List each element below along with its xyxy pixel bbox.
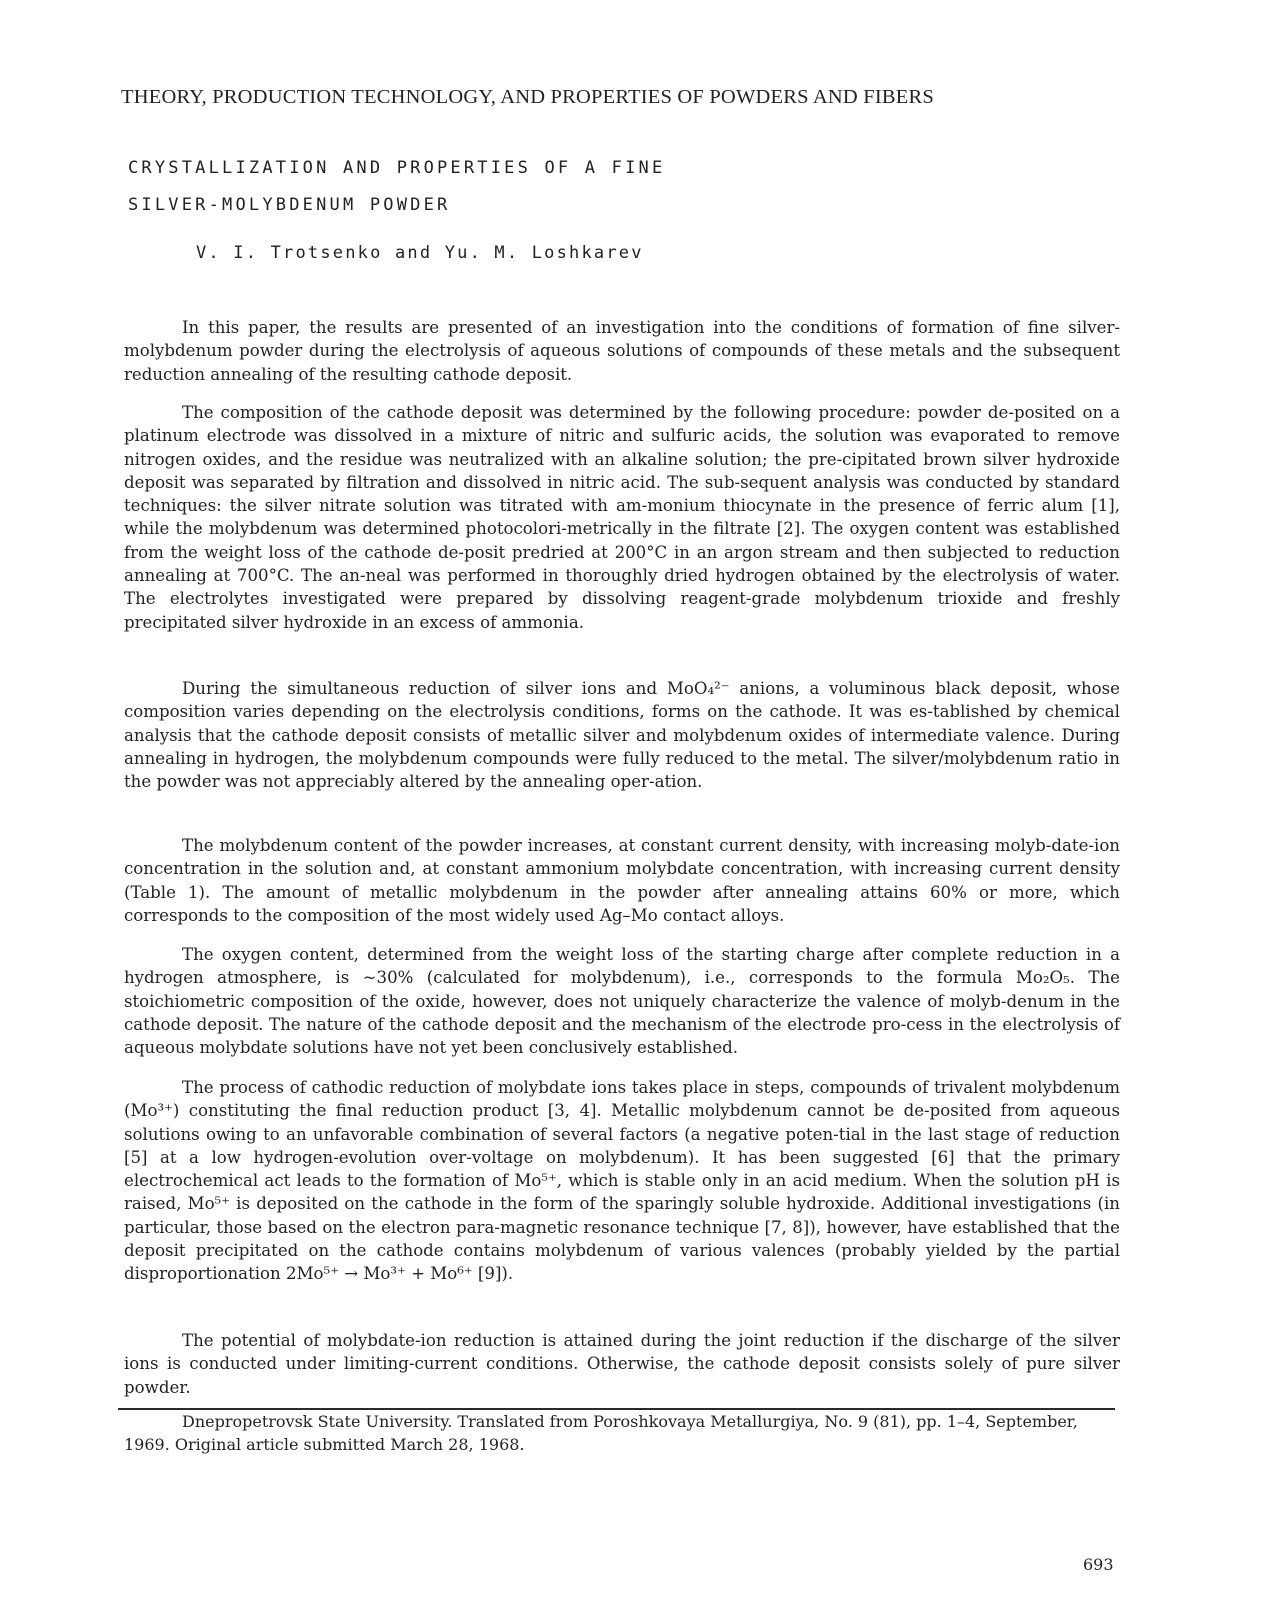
article-authors: V. I. Trotsenko and Yu. M. Loshkarev — [196, 243, 644, 263]
body-paragraph-6: The process of cathodic reduction of molybdate ions takes place in steps, compounds of trivalent molybdenum (Mo³⁺) constituting the final reduction product [3, 4]. Metallic molybdenum cannot be de-posited from aqueous solutions owing to an unfavorable combination of several factors (a negative poten-tial in the last stage of reduction [5] at a low hydrogen-evolution over-voltage on molybdenum). It has been suggested [6] that the primary electrochemical act leads to the formation of Mo⁵⁺, which is stable only in an acid medium. When the solution pH is raised, Mo⁵⁺ is deposited on the cathode in the form of the sparingly soluble hydroxide. Additional investigations (in particular, those based on the electron para-magnetic resonance technique [7, 8]), however, have established that the deposit precipitated on the cathode contains molybdenum of various valences (probably yielded by the partial disproportionation 2Mo⁵⁺ → Mo³⁺ + Mo⁶⁺ [9]). — [124, 1078, 1120, 1284]
journal-section-heading: THEORY, PRODUCTION TECHNOLOGY, AND PROPERTIES OF POWDERS AND FIBERS — [121, 86, 934, 108]
body-paragraph-1: In this paper, the results are presented of an investigation into the conditions of formation of fine silver-molybdenum powder during the electrolysis of aqueous solutions of compounds of these metals and the subsequent reduction annealing of the resulting cathode deposit. — [124, 318, 1120, 384]
affiliation-footnote: Dnepropetrovsk State University. Translated from Poroshkovaya Metallurgiya, No. 9 (81), pp. 1–4, September, 1969. Original article submitted March 28, 1968. — [124, 1412, 1078, 1454]
article-title-line-2: SILVER-MOLYBDENUM POWDER — [128, 195, 451, 215]
body-paragraph-7: The potential of molybdate-ion reduction is attained during the joint reduction if the discharge of the silver ions is conducted under limiting-current conditions. Otherwise, the cathode deposit consists solely of pure silver powder. — [124, 1331, 1120, 1397]
body-paragraph-2: The composition of the cathode deposit was determined by the following procedure: powder de-posited on a platinum electrode was dissolved in a mixture of nitric and sulfuric acids, the solution was evaporated to remove nitrogen oxides, and the residue was neutralized with an alkaline solution; the pre-cipitated brown silver hydroxide deposit was separated by filtration and dissolved in nitric acid. The sub-sequent analysis was conducted by standard techniques: the silver nitrate solution was titrated with am-monium thiocynate in the presence of ferric alum [1], while the molybdenum was determined photocolori-metrically in the filtrate [2]. The oxygen content was established from the weight loss of the cathode de-posit predried at 200°C in an argon stream and then subjected to reduction annealing at 700°C. The an-neal was performed in thoroughly dried hydrogen obtained by the electrolysis of water. The electrolytes investigated were prepared by dissolving reagent-grade molybdenum trioxide and freshly precipitated silver hydroxide in an excess of ammonia. — [124, 403, 1120, 632]
article-title-line-1: CRYSTALLIZATION AND PROPERTIES OF A FINE — [128, 158, 666, 178]
page-number: 693 — [1083, 1555, 1114, 1574]
body-paragraph-5: The oxygen content, determined from the weight loss of the starting charge after complete reduction in a hydrogen atmosphere, is ~30% (calculated for molybdenum), i.e., corresponds to the formula Mo₂O₅. The stoichiometric composition of the oxide, however, does not uniquely characterize the valence of molyb-denum in the cathode deposit. The nature of the cathode deposit and the mechanism of the electrode pro-cess in the electrolysis of aqueous molybdate solutions have not yet been conclusively established. — [124, 945, 1120, 1058]
body-paragraph-3: During the simultaneous reduction of silver ions and MoO₄²⁻ anions, a voluminous black deposit, whose composition varies depending on the electrolysis conditions, forms on the cathode. It was es-tablished by chemical analysis that the cathode deposit consists of metallic silver and molybdenum oxides of intermediate valence. During annealing in hydrogen, the molybdenum compounds were fully reduced to the metal. The silver/molybdenum ratio in the powder was not appreciably altered by the annealing oper-ation. — [124, 679, 1120, 792]
body-paragraph-4: The molybdenum content of the powder increases, at constant current density, with increasing molyb-date-ion concentration in the solution and, at constant ammonium molybdate concentration, with increasing current density (Table 1). The amount of metallic molybdenum in the powder after annealing attains 60% or more, which corresponds to the composition of the most widely used Ag–Mo contact alloys. — [124, 836, 1120, 925]
